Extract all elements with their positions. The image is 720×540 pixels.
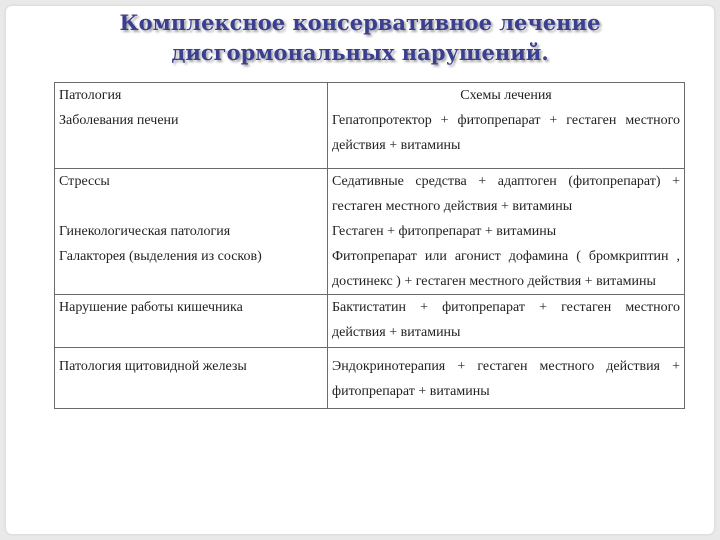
pathology-cell: Заболевания печени bbox=[55, 108, 328, 169]
scheme-cell: Гепатопротектор + фитопрепарат + гестаген местного действия + витамины bbox=[328, 108, 685, 169]
slide-title bbox=[0, 8, 720, 68]
title-line-1: Комплексное консервативное лечение bbox=[119, 10, 601, 35]
title-line-2: дисгормональных нарушений. bbox=[171, 40, 549, 65]
table-row bbox=[55, 348, 685, 409]
scheme-cell: Седативные средства + адаптоген (фитопрепарат) + гестаген местного действия + витамины bbox=[328, 169, 685, 220]
treatment-table bbox=[54, 82, 685, 409]
pathology-cell: Гинекологическая патология bbox=[55, 219, 328, 244]
pathology-cell: Галакторея (выделения из сосков) bbox=[55, 244, 328, 295]
table-header-row bbox=[55, 83, 685, 109]
scheme-cell: Эндокринотерапия + гестаген местного действия + фитопрепарат + витамины bbox=[328, 348, 685, 409]
table-row bbox=[55, 295, 685, 348]
scheme-cell: Бактистатин + фитопрепарат + гестаген местного действия + витамины bbox=[328, 295, 685, 348]
table-row bbox=[55, 219, 685, 244]
header-schemes: Схемы лечения bbox=[328, 83, 685, 109]
table-row bbox=[55, 169, 685, 220]
table-row bbox=[55, 108, 685, 169]
header-pathology: Патология bbox=[55, 83, 328, 109]
scheme-cell: Гестаген + фитопрепарат + витамины bbox=[328, 219, 685, 244]
pathology-cell: Стрессы bbox=[55, 169, 328, 220]
pathology-cell: Нарушение работы кишечника bbox=[55, 295, 328, 348]
scheme-cell: Фитопрепарат или агонист дофамина ( бромкриптин , достинекс ) + гестаген местного действия + витамины bbox=[328, 244, 685, 295]
pathology-cell: Патология щитовидной железы bbox=[55, 348, 328, 409]
table-row bbox=[55, 244, 685, 295]
